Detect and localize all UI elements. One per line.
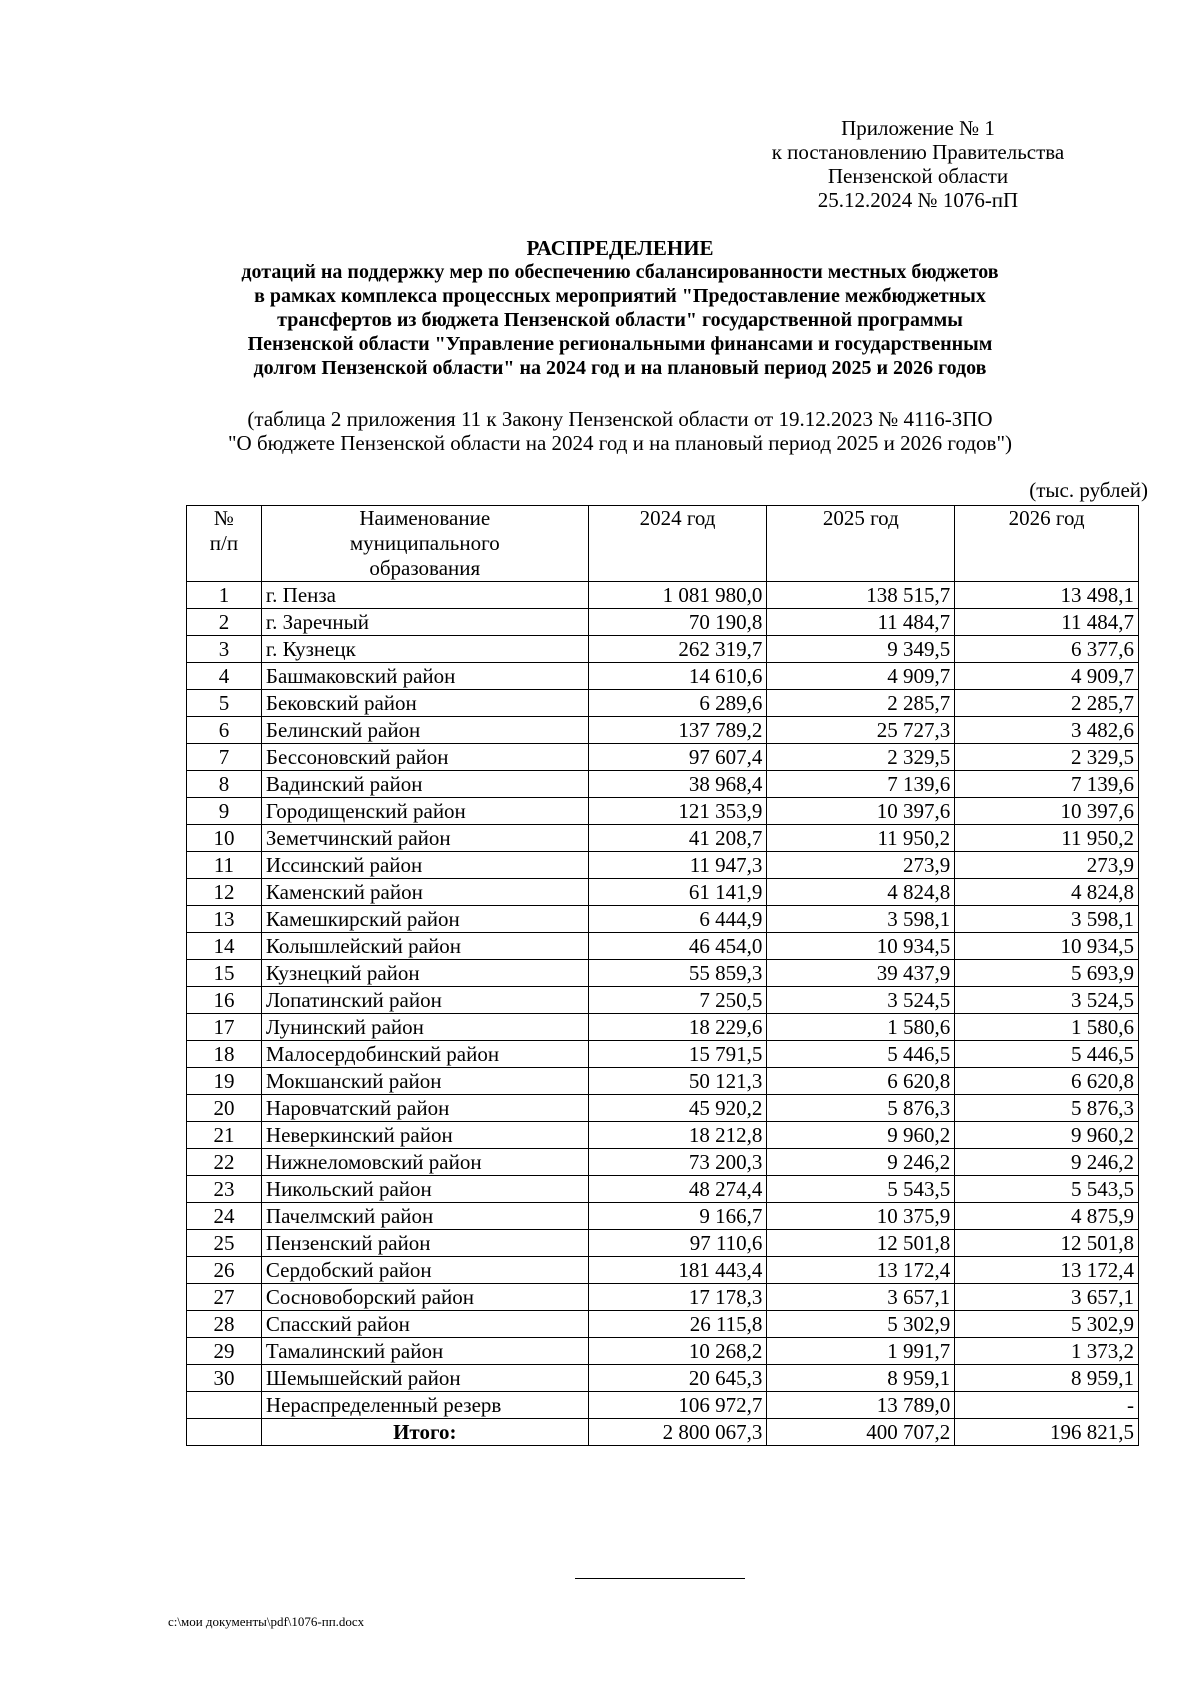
row-municipality: Башмаковский район (261, 663, 588, 690)
row-number: 7 (187, 744, 262, 771)
row-value-2024: 55 859,3 (588, 960, 767, 987)
row-number: 8 (187, 771, 262, 798)
row-municipality: Пензенский район (261, 1230, 588, 1257)
row-value-2025: 8 959,1 (767, 1365, 955, 1392)
row-value-2026: 3 657,1 (955, 1284, 1139, 1311)
row-value-2026: 8 959,1 (955, 1365, 1139, 1392)
row-number: 21 (187, 1122, 262, 1149)
row-value-2026: 5 302,9 (955, 1311, 1139, 1338)
row-municipality: Сердобский район (261, 1257, 588, 1284)
row-value-2024: 46 454,0 (588, 933, 767, 960)
row-number: 16 (187, 987, 262, 1014)
table-row (187, 1203, 1139, 1230)
row-municipality: г. Заречный (261, 609, 588, 636)
table-row (187, 1338, 1139, 1365)
table-row (187, 690, 1139, 717)
end-divider (575, 1578, 745, 1579)
row-value-2025: 10 934,5 (767, 933, 955, 960)
row-number (187, 1392, 262, 1419)
row-value-2024: 97 607,4 (588, 744, 767, 771)
row-municipality: Земетчинский район (261, 825, 588, 852)
total-value-2026: 196 821,5 (955, 1419, 1139, 1446)
row-municipality: Камешкирский район (261, 906, 588, 933)
row-number: 26 (187, 1257, 262, 1284)
table-header-row (187, 506, 1139, 582)
row-number: 15 (187, 960, 262, 987)
row-value-2024: 14 610,6 (588, 663, 767, 690)
table-row (187, 1122, 1139, 1149)
table-row (187, 933, 1139, 960)
row-value-2026: 1 580,6 (955, 1014, 1139, 1041)
row-municipality: Бековский район (261, 690, 588, 717)
row-value-2024: 70 190,8 (588, 609, 767, 636)
row-value-2026: 4 875,9 (955, 1203, 1139, 1230)
table-row (187, 1365, 1139, 1392)
table-row (187, 987, 1139, 1014)
row-value-2026: 3 524,5 (955, 987, 1139, 1014)
row-value-2026: 5 876,3 (955, 1095, 1139, 1122)
row-value-2024: 106 972,7 (588, 1392, 767, 1419)
row-municipality: Каменский район (261, 879, 588, 906)
row-value-2025: 13 172,4 (767, 1257, 955, 1284)
row-value-2024: 97 110,6 (588, 1230, 767, 1257)
row-municipality: Никольский район (261, 1176, 588, 1203)
row-value-2025: 1 991,7 (767, 1338, 955, 1365)
row-value-2026: 4 909,7 (955, 663, 1139, 690)
table-row (187, 582, 1139, 609)
document-subtitle: дотаций на поддержку мер по обеспечению сбалансированности местных бюджетов в рамках комплекса процессных мероприятий "Предоставление межбюджетных трансфертов из бюджета Пензенской области" государственной программы Пензенской области "Управление региональными финансами и государственным долгом Пензенской области" на 2024 год и на плановый период 2025 и 2026 годов (241, 261, 999, 379)
row-value-2024: 121 353,9 (588, 798, 767, 825)
row-value-2024: 10 268,2 (588, 1338, 767, 1365)
appendix-line-4: 25.12.2024 № 1076-пП (817, 188, 1019, 212)
table-row (187, 771, 1139, 798)
row-value-2025: 138 515,7 (767, 582, 955, 609)
row-number: 13 (187, 906, 262, 933)
row-number: 10 (187, 825, 262, 852)
table-row (187, 717, 1139, 744)
row-number: 9 (187, 798, 262, 825)
table-row (187, 852, 1139, 879)
table-total-row (187, 1419, 1139, 1446)
row-value-2024: 6 289,6 (588, 690, 767, 717)
row-value-2026: 12 501,8 (955, 1230, 1139, 1257)
row-number: 25 (187, 1230, 262, 1257)
row-value-2024: 7 250,5 (588, 987, 767, 1014)
row-value-2025: 11 950,2 (767, 825, 955, 852)
row-municipality: Лунинский район (261, 1014, 588, 1041)
row-number: 24 (187, 1203, 262, 1230)
appendix-line-1: Приложение № 1 (841, 116, 995, 140)
row-value-2026: 5 446,5 (955, 1041, 1139, 1068)
row-value-2025: 9 349,5 (767, 636, 955, 663)
table-row (187, 798, 1139, 825)
row-value-2024: 17 178,3 (588, 1284, 767, 1311)
appendix-block (700, 116, 1136, 212)
row-value-2025: 9 960,2 (767, 1122, 955, 1149)
row-value-2026: 7 139,6 (955, 771, 1139, 798)
row-value-2026: 3 482,6 (955, 717, 1139, 744)
row-value-2025: 39 437,9 (767, 960, 955, 987)
total-value-2024: 2 800 067,3 (588, 1419, 767, 1446)
row-value-2024: 45 920,2 (588, 1095, 767, 1122)
header-2024: 2024 год (588, 506, 767, 582)
row-value-2025: 4 909,7 (767, 663, 955, 690)
row-value-2025: 2 329,5 (767, 744, 955, 771)
row-value-2024: 73 200,3 (588, 1149, 767, 1176)
row-value-2025: 7 139,6 (767, 771, 955, 798)
row-value-2025: 273,9 (767, 852, 955, 879)
row-value-2024: 38 968,4 (588, 771, 767, 798)
row-number: 29 (187, 1338, 262, 1365)
row-value-2025: 3 598,1 (767, 906, 955, 933)
row-number: 11 (187, 852, 262, 879)
table-row (187, 1257, 1139, 1284)
file-path: c:\мои документы\pdf\1076-пп.docx (168, 1614, 365, 1629)
row-municipality: Кузнецкий район (261, 960, 588, 987)
row-value-2025: 5 876,3 (767, 1095, 955, 1122)
row-value-2024: 48 274,4 (588, 1176, 767, 1203)
row-municipality: Нижнеломовский район (261, 1149, 588, 1176)
table-row (187, 663, 1139, 690)
distribution-table (186, 505, 1139, 1446)
row-value-2025: 10 397,6 (767, 798, 955, 825)
row-value-2025: 3 524,5 (767, 987, 955, 1014)
table-row (187, 1284, 1139, 1311)
row-municipality: Спасский район (261, 1311, 588, 1338)
row-value-2024: 15 791,5 (588, 1041, 767, 1068)
row-municipality: Вадинский район (261, 771, 588, 798)
row-municipality: Пачелмский район (261, 1203, 588, 1230)
row-value-2025: 5 543,5 (767, 1176, 955, 1203)
table-row (187, 1014, 1139, 1041)
row-value-2024: 262 319,7 (588, 636, 767, 663)
row-municipality: Тамалинский район (261, 1338, 588, 1365)
table-row (187, 636, 1139, 663)
row-municipality: Малосердобинский район (261, 1041, 588, 1068)
row-number: 18 (187, 1041, 262, 1068)
row-municipality: Бессоновский район (261, 744, 588, 771)
table-row (187, 1230, 1139, 1257)
row-value-2025: 12 501,8 (767, 1230, 955, 1257)
table-row (187, 1149, 1139, 1176)
row-number: 19 (187, 1068, 262, 1095)
row-number: 2 (187, 609, 262, 636)
total-value-2025: 400 707,2 (767, 1419, 955, 1446)
row-municipality: Лопатинский район (261, 987, 588, 1014)
row-value-2025: 25 727,3 (767, 717, 955, 744)
table-row (187, 1041, 1139, 1068)
row-municipality: Неверкинский район (261, 1122, 588, 1149)
table-row (187, 609, 1139, 636)
row-municipality: Иссинский район (261, 852, 588, 879)
row-value-2026: 13 172,4 (955, 1257, 1139, 1284)
units-label: (тыс. рублей) (1029, 478, 1148, 502)
row-value-2025: 5 446,5 (767, 1041, 955, 1068)
table-row (187, 960, 1139, 987)
row-value-2026: 5 543,5 (955, 1176, 1139, 1203)
row-number: 28 (187, 1311, 262, 1338)
row-value-2025: 4 824,8 (767, 879, 955, 906)
row-value-2026: 10 934,5 (955, 933, 1139, 960)
row-value-2026: 273,9 (955, 852, 1139, 879)
row-value-2025: 1 580,6 (767, 1014, 955, 1041)
row-value-2026: 11 484,7 (955, 609, 1139, 636)
row-value-2024: 18 212,8 (588, 1122, 767, 1149)
row-municipality: Колышлейский район (261, 933, 588, 960)
row-value-2024: 181 443,4 (588, 1257, 767, 1284)
row-value-2026: - (955, 1392, 1139, 1419)
row-value-2025: 13 789,0 (767, 1392, 955, 1419)
row-municipality: Шемышейский район (261, 1365, 588, 1392)
row-municipality: г. Кузнецк (261, 636, 588, 663)
row-number: 14 (187, 933, 262, 960)
document-title: РАСПРЕДЕЛЕНИЕ (526, 236, 714, 260)
row-municipality: Мокшанский район (261, 1068, 588, 1095)
row-municipality: Наровчатский район (261, 1095, 588, 1122)
row-value-2025: 11 484,7 (767, 609, 955, 636)
row-value-2025: 5 302,9 (767, 1311, 955, 1338)
total-number-cell (187, 1419, 262, 1446)
row-number: 6 (187, 717, 262, 744)
row-value-2026: 10 397,6 (955, 798, 1139, 825)
law-reference: (таблица 2 приложения 11 к Закону Пензенской области от 19.12.2023 № 4116-ЗПО "О бюджете Пензенской области на 2024 год и на плановый период 2025 и 2026 годов") (227, 407, 1013, 455)
row-number: 22 (187, 1149, 262, 1176)
row-value-2026: 9 246,2 (955, 1149, 1139, 1176)
header-2026: 2026 год (955, 506, 1139, 582)
row-number: 4 (187, 663, 262, 690)
row-value-2025: 3 657,1 (767, 1284, 955, 1311)
row-value-2026: 4 824,8 (955, 879, 1139, 906)
row-value-2024: 137 789,2 (588, 717, 767, 744)
header-number: № п/п (187, 506, 262, 582)
row-municipality: Белинский район (261, 717, 588, 744)
title-block (120, 236, 1120, 380)
total-label: Итого: (261, 1419, 588, 1446)
row-value-2026: 1 373,2 (955, 1338, 1139, 1365)
row-municipality: Нераспределенный резерв (261, 1392, 588, 1419)
appendix-line-3: Пензенской области (827, 164, 1009, 188)
appendix-line-2: к постановлению Правительства (771, 140, 1065, 164)
row-value-2025: 9 246,2 (767, 1149, 955, 1176)
row-value-2025: 6 620,8 (767, 1068, 955, 1095)
header-municipality: Наименование муниципального образования (261, 506, 588, 582)
row-number: 5 (187, 690, 262, 717)
row-value-2024: 26 115,8 (588, 1311, 767, 1338)
row-value-2026: 5 693,9 (955, 960, 1139, 987)
row-number: 27 (187, 1284, 262, 1311)
header-2025: 2025 год (767, 506, 955, 582)
row-value-2026: 2 285,7 (955, 690, 1139, 717)
row-value-2026: 9 960,2 (955, 1122, 1139, 1149)
row-value-2026: 13 498,1 (955, 582, 1139, 609)
row-number: 3 (187, 636, 262, 663)
row-municipality: Городищенский район (261, 798, 588, 825)
row-value-2026: 6 620,8 (955, 1068, 1139, 1095)
row-value-2026: 6 377,6 (955, 636, 1139, 663)
table-row (187, 1392, 1139, 1419)
row-value-2024: 1 081 980,0 (588, 582, 767, 609)
row-municipality: г. Пенза (261, 582, 588, 609)
table-row (187, 1176, 1139, 1203)
row-value-2024: 20 645,3 (588, 1365, 767, 1392)
row-value-2025: 10 375,9 (767, 1203, 955, 1230)
table-row (187, 744, 1139, 771)
row-number: 20 (187, 1095, 262, 1122)
table-row (187, 1068, 1139, 1095)
row-number: 1 (187, 582, 262, 609)
row-value-2025: 2 285,7 (767, 690, 955, 717)
table-row (187, 1311, 1139, 1338)
row-number: 23 (187, 1176, 262, 1203)
row-value-2024: 41 208,7 (588, 825, 767, 852)
row-value-2026: 11 950,2 (955, 825, 1139, 852)
row-value-2026: 3 598,1 (955, 906, 1139, 933)
table-row (187, 1095, 1139, 1122)
table-row (187, 879, 1139, 906)
table-row (187, 906, 1139, 933)
row-value-2024: 11 947,3 (588, 852, 767, 879)
row-number: 17 (187, 1014, 262, 1041)
table-row (187, 825, 1139, 852)
row-value-2024: 9 166,7 (588, 1203, 767, 1230)
row-number: 30 (187, 1365, 262, 1392)
row-value-2024: 6 444,9 (588, 906, 767, 933)
row-number: 12 (187, 879, 262, 906)
row-value-2026: 2 329,5 (955, 744, 1139, 771)
row-value-2024: 61 141,9 (588, 879, 767, 906)
row-value-2024: 18 229,6 (588, 1014, 767, 1041)
row-value-2024: 50 121,3 (588, 1068, 767, 1095)
row-municipality: Сосновоборский район (261, 1284, 588, 1311)
